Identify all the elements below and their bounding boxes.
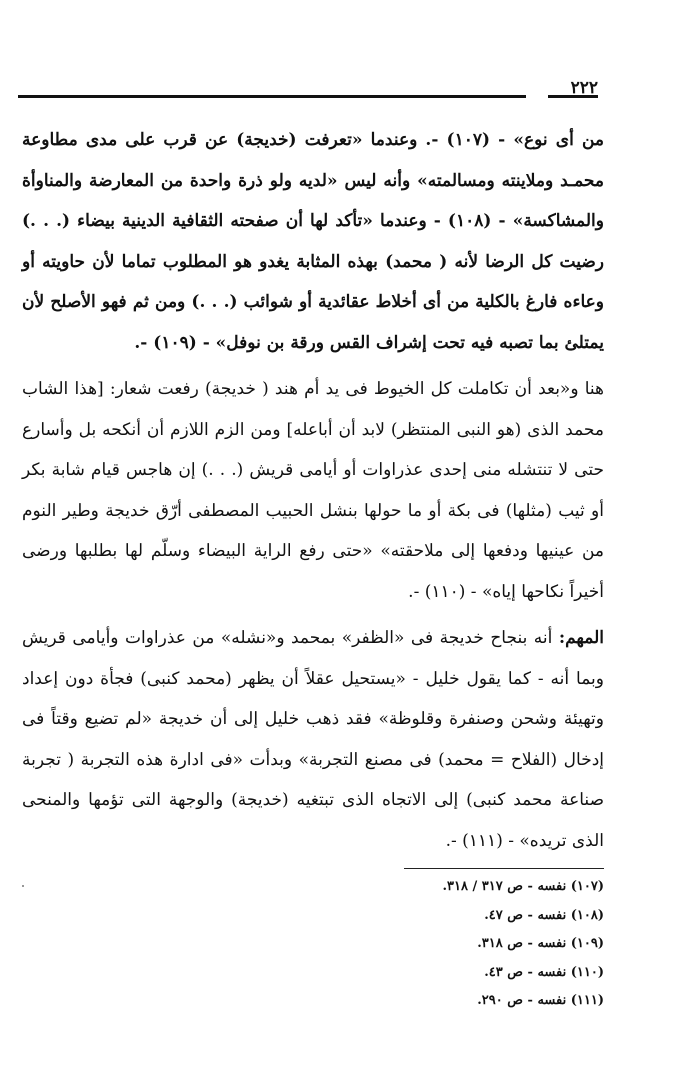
paragraph-1-text: من أى نوع» - (١٠٧) -. وعندما «تعرفت (خديجة) عن قرب على مدى مطاوعة محمـد وملاينته ومسالمته» وأنه ليس «لديه ولو ذرة واحدة من المعارضة والمناوأة والمشاكسة» - (١٠٨) - وعندما «تأكد لها أن صفحته الثقافية الدينية بيضاء (. . .) رضيت كل الرضا لأنه ( محمد) بهذه المثابة يغدو هو المطلوب تماما لأن حاويته أو وعاءه فارغ بالكلية من أى أخلاط عقائدية أو شوائب (. . .) ومن ثم فهو الأصلح لأن يمتلئ بما تصبه فيه تحت إشراف القس ورقة بن نوفل» - (١٠٩) -. (22, 130, 604, 353)
page-number: ٢٢٢ (570, 78, 598, 98)
footnote-109: (١٠٩) نفسه - ص ٣١٨. (477, 936, 604, 951)
footnotes-divider (404, 868, 604, 869)
paragraph-1 (22, 120, 604, 363)
paragraph-2 (22, 369, 604, 612)
paragraph-3 (22, 618, 604, 861)
paragraph-2-text: هنا و«بعد أن تكاملت كل الخيوط فى يد أم هند ( خديجة) رفعت شعار: [هذا الشاب محمد الذى (هو النبى المنتظر) لابد أن أباعله] ومن الزم اللازم أن أنكحه بل وأسارع حتى لا تنتشله منى إحدى عذراوات أو أيامى قريش (. . .) إن هاجس قيام شابة بكر أو ثيب (مثلها) فى بكة أو ما حولها بنشل الحبيب المصطفى أرّق خديجة وطير النوم من عينيها ودفعها إلى ملاحقته» «حتى رفع الراية البيضاء وسلّم لها بطلبها ورضى أخيراً نكاحها إياه» - (١١٠) -. (22, 379, 604, 602)
paragraph-3-lead: المهم: (558, 628, 604, 648)
paragraph-3-text: أنه بنجاح خديجة فى «الظفر» بمحمد و«نشله» من عذراوات وأيامى قريش وبما أنه - كما يقول خليل - «يستحيل عقلاً أن يظهر (محمد كنبى) فجأة دون إعداد وتهيئة وشحن وصنفرة وقلوظة» فقد ذهب خليل إلى أن خديجة «لم تضيع وقتاً فى إدخال (الفلاح = محمد) فى مصنع التجربة» وبدأت «فى ادارة هذه التجربة ( تجربة صناعة محمد كنبى) إلى الاتجاه الذى تبتغيه (خديجة) والوجهة التى تؤمها والمنحى الذى تريده» - (١١١) -. (22, 628, 604, 851)
footnote-110: (١١٠) نفسه - ص ٤٣. (484, 964, 604, 980)
footnote-108: (١٠٨) نفسه - ص ٤٧. (484, 907, 604, 923)
scan-speck (22, 885, 24, 887)
footnote-111: (١١١) نفسه - ص ٢٩٠. (477, 993, 604, 1008)
header-rule (18, 95, 598, 98)
footnote-107: (١٠٧) نفسه - ص ٣١٧ / ٣١٨. (442, 879, 604, 894)
body-text (22, 120, 604, 861)
page-header (18, 78, 598, 102)
footnotes-list (304, 873, 604, 1016)
